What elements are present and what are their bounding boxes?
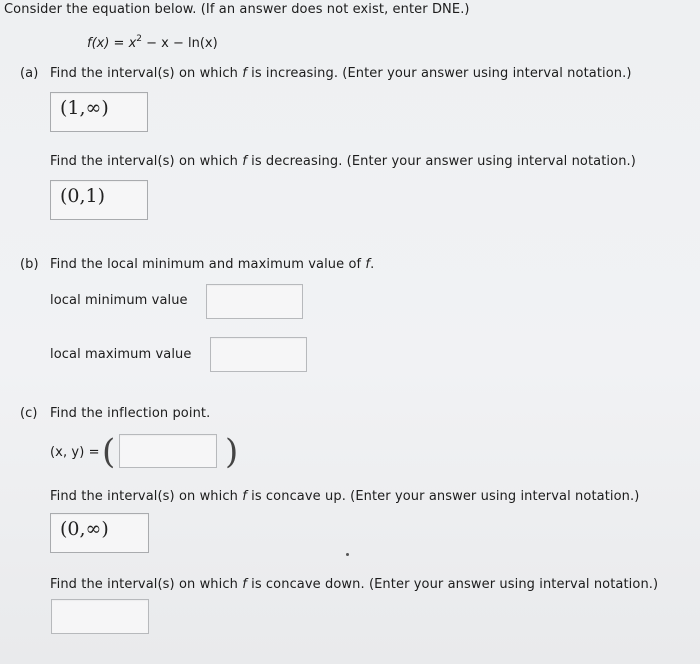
part-c-prompt: Find the inflection point. [50, 406, 211, 421]
decreasing-prompt-post: is decreasing. (Enter your answer using interval notation.) [246, 154, 636, 169]
part-a-decreasing-prompt [50, 154, 636, 169]
inflection-point-input[interactable] [119, 434, 217, 468]
increasing-interval-input[interactable] [50, 92, 148, 132]
concave-up-prompt [50, 489, 639, 504]
decreasing-prompt-f: f [242, 154, 247, 169]
concave-up-prompt-pre: Find the interval(s) on which [50, 489, 243, 504]
concave-up-value: (0,∞) [60, 518, 109, 540]
increasing-interval-value: (1,∞) [60, 97, 109, 119]
concave-down-prompt-f: f [242, 577, 247, 592]
part-b-prompt [50, 257, 374, 272]
part-b-prompt-f: f [365, 257, 371, 272]
concave-up-prompt-f: f [242, 489, 247, 504]
concave-up-prompt-post: is concave up. (Enter your answer using interval notation.) [246, 489, 640, 504]
concave-down-prompt-post: is concave down. (Enter your answer using interval notation.) [246, 577, 659, 592]
part-b-prompt-pre: Find the local minimum and maximum value of [50, 257, 366, 272]
decreasing-interval-input[interactable] [50, 180, 148, 220]
concave-down-prompt [50, 577, 658, 592]
equation [87, 36, 218, 51]
equation-lhs: f(x) = x [87, 36, 137, 51]
equation-rhs: − x − ln(x) [142, 36, 218, 51]
part-b-label: (b) [20, 257, 39, 272]
part-b-prompt-post: . [370, 257, 375, 272]
stray-dot [346, 553, 349, 556]
increasing-prompt-pre: Find the interval(s) on which [50, 66, 243, 81]
part-a-increasing-prompt [50, 66, 632, 81]
decreasing-interval-value: (0,1) [60, 185, 106, 207]
equation-exponent: 2 [136, 34, 142, 44]
local-min-input[interactable] [206, 284, 303, 319]
decreasing-prompt-pre: Find the interval(s) on which [50, 154, 243, 169]
open-paren: ( [102, 432, 116, 472]
concave-down-input[interactable] [51, 599, 149, 634]
local-min-label: local minimum value [50, 293, 188, 308]
close-paren: ) [225, 432, 239, 472]
problem-intro: Consider the equation below. (If an answer does not exist, enter DNE.) [4, 2, 470, 17]
concave-up-input[interactable] [50, 513, 149, 553]
increasing-prompt-f: f [242, 66, 247, 81]
part-c-label: (c) [20, 406, 38, 421]
local-max-label: local maximum value [50, 347, 192, 362]
local-max-input[interactable] [210, 337, 307, 372]
part-a-label: (a) [20, 66, 39, 81]
increasing-prompt-post: is increasing. (Enter your answer using interval notation.) [246, 66, 632, 81]
concave-down-prompt-pre: Find the interval(s) on which [50, 577, 243, 592]
xy-label: (x, y) = [50, 445, 100, 460]
